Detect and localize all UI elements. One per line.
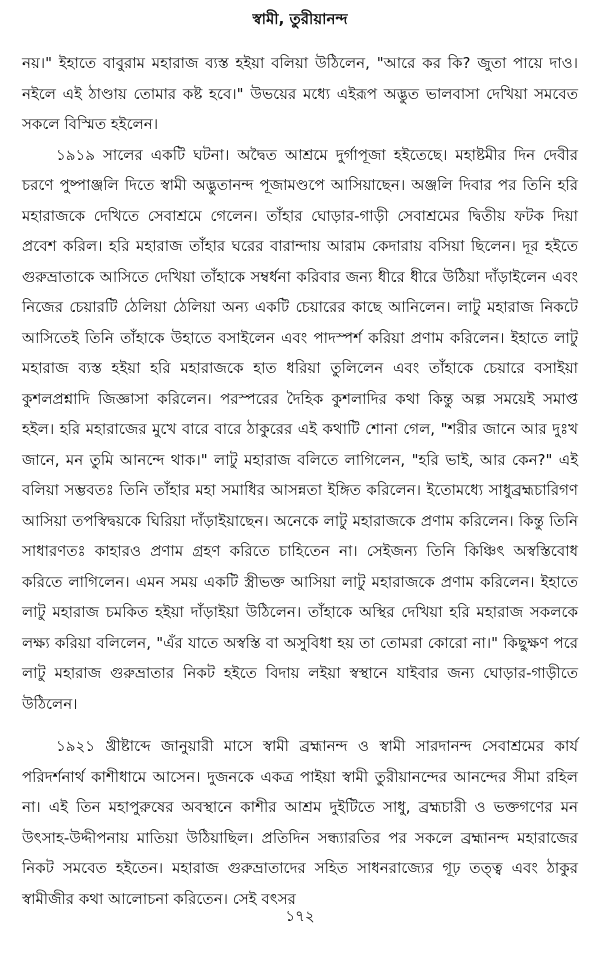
paragraph-3: ১৯২১ খ্রীষ্টাব্দে জানুয়ারী মাসে স্বামী ব্রহ্মানন্দ ও স্বামী সারদানন্দ সেবাশ্রমের কার্য পরিদর্শনার্থ কাশীধামে আসেন। দুজনকে একত্র পাইয়া স্বামী তুরীয়ানন্দের আনন্দের সীমা রহিল না। এই তিন মহাপুরুষের অবস্থানে কাশীর আশ্রম দুইটিতে সাধু, ব্রহ্মচারী ও ভক্তগণের মন উৎসাহ-উদ্দীপনায় মাতিয়া উঠিয়াছিল। প্রতিদিন সন্ধ্যারতির পর সকলে ব্রহ্মানন্দ মহারাজের নিকট সমবেত হইতেন। মহারাজ গুরুভ্রাতাদের সহিত সাধনরাজ্যের গূঢ় তত্ত্ব এবং ঠাকুর স্বামীজীর কথা আলোচনা করিতেন। সেই বৎসর [22,737,578,908]
running-header: স্বামী, তুরীয়ানন্দ [252,10,348,28]
paragraph-2: ১৯১৯ সালের একটি ঘটনা। অদ্বৈত আশ্রমে দুর্গাপূজা হইতেছে। মহাষ্টমীর দিন দেবীর চরণে পুষ্পাঞ্জলি দিতে স্বামী অদ্ভুতানন্দ পূজামণ্ডপে আসিয়াছেন। অঞ্জলি দিবার পর তিনি হরি মহারাজকে দেখিতে সেবাশ্রমে গেলেন। তাঁহার ঘোড়ার-গাড়ী সেবাশ্রমের দ্বিতীয় ফটক দিয়া প্রবেশ করিল। হরি মহারাজ তাঁহার ঘরের বারান্দায় আরাম কেদারায় বসিয়া ছিলেন। দূর হইতে গুরুভ্রাতাকে আসিতে দেখিয়া তাঁহাকে সম্বর্ধনা করিবার জন্য ধীরে ধীরে উঠিয়া দাঁড়াইলেন এবং নিজের চেয়ারটি ঠেলিয়া ঠেলিয়া অন্য একটি চেয়ারের কাছে আনিলেন। লাটু মহারাজ নিকটে আসিতেই তিনি তাঁহাকে উহাতে বসাইলেন এবং পাদস্পর্শ করিয়া প্রণাম করিলেন। ইহাতে লাটু মহারাজ ব্যস্ত হইয়া হরি মহারাজকে হাত ধরিয়া তুলিলেন এবং তাঁহাকে চেয়ারে বসাইয়া কুশলপ্রশ্নাদি জিজ্ঞাসা করিলেন। পরস্পরের দৈহিক কুশলাদির কথা কিন্তু অল্প সময়েই সমাপ্ত হইল। হরি মহারাজের মুখে বারে বারে ঠাকুরের এই কথাটি শোনা গেল, "শরীর জানে আর দুঃখ জানে, মন তুমি আনন্দে থাক।" লাটু মহারাজ বলিতে লাগিলেন, "হরি ভাই, আর কেন?" এই বলিয়া সম্ভবতঃ তিনি তাঁহার মহা সমাধির আসন্নতা ইঙ্গিত করিলেন। ইতোমধ্যে সাধুব্রহ্মচারিগণ আসিয়া তপস্বিদ্বয়কে ঘিরিয়া দাঁড়াইয়াছেন। অনেকে লাটু মহারাজকে প্রণাম করিলেন। কিন্তু তিনি সাধারণতঃ কাহারও প্রণাম গ্রহণ করিতে চাহিতেন না। সেইজন্য তিনি কিঞ্চিৎ অস্বস্তিবোধ করিতে লাগিলেন। এমন সময় একটি স্ত্রীভক্ত আসিয়া লাটু মহারাজকে প্রণাম করিলেন। ইহাতে লাটু মহারাজ চমকিত হইয়া দাঁড়াইয়া উঠিলেন। তাঁহাকে অস্থির দেখিয়া হরি মহারাজ সকলকে লক্ষ্য করিয়া বলিলেন, "এঁর যাতে অস্বস্তি বা অসুবিধা হয় তা তোমরা কোরো না।" কিছুক্ষণ পরে লাটু মহারাজ গুরুভ্রাতার নিকট হইতে বিদায় লইয়া স্বস্থানে যাইবার জন্য ঘোড়ার-গাড়ীতে উঠিলেন। [22,145,578,713]
paragraph-gap [22,719,578,731]
page-number: ১৭২ [285,907,315,925]
paragraph-1: নয়।" ইহাতে বাবুরাম মহারাজ ব্যস্ত হইয়া বলিয়া উঠিলেন, "আরে কর কি? জুতা পায়ে দাও। নইলে এই ঠাণ্ডায় তোমার কষ্ট হবে।" উভয়ের মধ্যে এইরূপ অদ্ভুত ভালবাসা দেখিয়া সমবেত সকলে বিস্মিত হইলেন। [22,54,578,133]
